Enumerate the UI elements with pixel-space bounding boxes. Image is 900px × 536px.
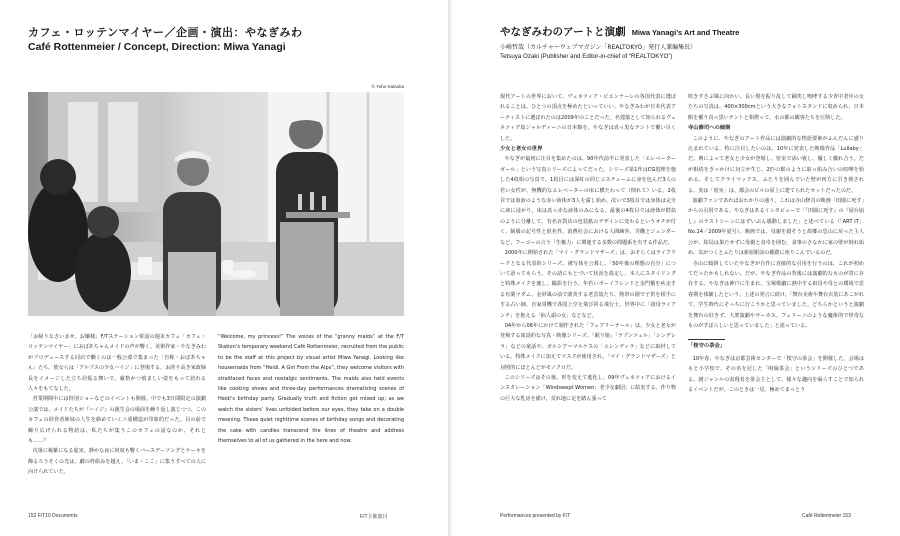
page-title-en: Café Rottenmeier / Concept, Direction: Miwa Yanagi: [28, 41, 286, 53]
essay-title-jp: やなぎみわのアートと演劇: [500, 26, 626, 38]
paragraph: 04年から06年にかけて制作された「フェアリーテール」は、少女と老女が登場する寓話的な写真・映像シリーズ。「眠り姫」「ラプンツェル」「シンデレラ」などの童話や、ガルシア＝マルケスの「エレンディラ」などに取材している。特殊メイクに加えてマスクが使用され、「マイ・グランドマザーズ」と対照的にほとんどがモノクロだ。: [500, 322, 676, 371]
essay-column-2: [688, 92, 864, 395]
paragraph: やなぎが最初に注目を集めたのは、90年代前半に発表した「エレベーターガール」という写真シリーズによってだった。シリーズ第1作はCG処理を施した4枚組の写真で、1枚目には深紅の同じコスチュームに身を包んだ3人の若い女性が、無機的なエレベーターの床に横たわって（倒れて）いる。2枚目では血液のような赤い液体が3人を濡し始め、次いで3枚目では身体は完全に液に浸かり、床は真っ赤な液体のみになる。最後の4枚目では液体が群島のように分離して、有名百貨店の包装紙のデザインに変わるというオチが付く。制服の記号性と匿名性、消費社会における人間疎外、労働とジェンダーなど、フーコーの言う「生権力」に関連する多数の問題系を有する作品だ。: [500, 156, 676, 246]
paragraph: 吹きすさぶ風に向かい、長い髪を振り乱して踊笑し咆哮する少青中老年の女たちの写真は、400×300cmという大きなフォトスタンドに収められ、日本館を覆う真っ黒いテントと相俟って、水の都の観客たちを圧倒した。: [688, 94, 864, 121]
folio-section: F/T主催演目: [360, 514, 388, 520]
section-heading: 寺山修司への傾倒: [688, 125, 731, 132]
paragraph: 演劇ファンであればおわかりの通り、これは寺山修司の映画「田園に死す」からの引用である。やなぎはあるインタビューで「『田園に死す』の『屋台崩し』のラストシーンにはずいぶん感動しました」と述べている（「ART iT」No.24／2009年夏号）。映画では、母親を殺そうと故郷の恐山に戻った主人公が、結局は果たせずに母親と食卓を囲む。食事のさなかに家の壁が倒れ始め、気がつくとふたりは新宿駅前の雑踏に座りこんでいるのだ。: [688, 198, 864, 257]
section-heading: 少女と老女の世界: [500, 146, 543, 153]
cafe-photo: [28, 92, 404, 316]
cafe-photo-illustration: [28, 92, 404, 316]
essay-column-1: [500, 92, 676, 404]
essay-title: [500, 24, 739, 39]
paragraph: 「お帰りなさいませ、お嬢様」F/Tステーション併設の週末カフェ「カフェ・ロッテンマイヤー」におばあちゃんメイドの声が響く。美術作家・やなぎみわがプロデュースする同店で働くのは一般公募で集まった「自称・おばあちゃん」たち。彼女らは「アルプスの少女ハイジ」に登場する、お誇り高き家政婦長をイメージした立ち居振る舞いで、厳格かつ慎ましい姿をもって訪れる人々をもてなした。: [28, 334, 206, 393]
section-heading: 「桜守の茶会」: [688, 339, 725, 351]
page-title-jp: カフェ・ロッテンマイヤー／企画・演出：やなぎみわ: [28, 26, 303, 39]
paragraph: 現代アートの世界において、ヴェネツィア・ビエンナーレの各国代表に選ばれることは、ひとつの頂点を極めたといっていい。やなぎみわが日本代表アーティストに選ばれたのは2009年のことだった。名建築として知られるヴェネツィア島ジャルディーニの日本館を、やなぎは真っ黒なテントで覆い尽くした。: [500, 94, 676, 142]
paragraph: 2000年に開始された「マイ・グランドマザーズ」は、おそらくはライフワークとなる代表的シリーズ。被写体を公募し、「50年後の理想の自分」について語ってもらう。その話にもとづいて状況を設定し、本人にスタイリングと特殊メイクを施し、撮影を行う。年若いボーイフレンドと金門橋を疾走する有閑マダム、金屏風の前で訓英する老芸妓たち、熱帯の園で子供を相手にする占い師、自家用機で各国上空を飛び回る飛行士、世界中に「叔母ライアンチ」を抱える「仙人頭の女」などなど。: [500, 250, 676, 319]
paragraph: このシリーズはその後、形を変えて進化し、09年ヴェネツィアにおけるインスタレーション「Windswept Women：老少女劇団」に結実する。作り物の巨大な乳房を備け、荒れ地に足を踏ん張って: [500, 374, 676, 402]
right-page: [452, 0, 900, 536]
body-text-jp: [28, 332, 206, 478]
folio-left: 152 F/T10 Documents: [28, 513, 78, 519]
author-jp: 小崎哲哉（カルチャーウェブマガジン「REALTOKYO」発行人兼編集長）: [500, 44, 697, 51]
paragraph: “Welcome, my princess!” The voices of the “granny maids” at the F/T Station’s temporary weekend Café Rottenmeier, recruited from the public to be the staff at this project by visual artist Miwa Yanagi. Looking like housemaids from “Heidi, A Girl From the Alps”, they welcome visitors with straitlaced faces and nostalgic sentiments. The maids also held events like cooking shows and three-day performances dramatizing scenes of Heidi’s birthday party. Gradually truth and fiction got mixed up; as we watch the sisters’ lives unfolded before our eyes, they take on a double meaning. These quiet nighttime scenes of birthday songs and decorating the cake with candles transcend the lines of theatre and address themselves to all of us gathered in the here and now.: [218, 334, 404, 445]
folio-series: Performances presented by F/T: [500, 513, 571, 519]
paragraph: 寺山に傾倒していたやなぎが自作に直接的な引用を行うのは、これが初めてだったかもしれない。だが、やなぎ作品の背後には演劇的なものが常に存在する。やなぎは神戸に生まれ、宝塚歌劇に熱中する祖母や母との環境で思春期を体験したという。上述の発言に続け、「舞台美術や舞台衣装にあこがれて、学生時代にそっちに行こうかと思っていました。どちらかというと演劇を舞台の好きず、大衆演劇やサーカス、フェリーニのような魔術的で怪奇なものがすばらしいと思っていました」と語っている。: [688, 260, 864, 329]
paragraph: 営業期間中には特別ショーなどのイベントも開催。中でも3日間限定の演劇公演では、メイドたちが『ハイジ』の誕生会の場面を繰り返し演じつつ、このカフェの経営者姉妹の人生を絡めていくニ重構造が印象的だった。目の前で繰り広げられる物語は、私たちが集うこのカフェの話なのか、それとも……？: [28, 396, 206, 445]
paragraph: 10年春、やなぎは京都芸術センターで「桜守の茶会」を開催した。会場はもと小学校で、その名を冠した「明倫茶会」というシリーズのひとつである。謎ジャンルの表現者を茶会主として、様々な趣向を凝らすことで知られるイベントだが、このときは一見、極めてまっとう: [688, 355, 864, 393]
author-en: Tetsuya Ozaki (Publisher and Editor-in-chief of “REALTOKYO”): [500, 53, 673, 60]
paragraph: 次第に複雑になる虚実。静かな夜に何度も響くバースデーソングとケーキを飾るろうそくの光は、劇の枠組みを越え、「いま・ここ」に集うすべての人に向けられていた。: [28, 448, 206, 476]
essay-title-en: Miwa Yanagi’s Art and Theatre: [631, 28, 740, 37]
left-page: [0, 0, 448, 536]
photo-credit: © Yoho Kataoka: [371, 84, 404, 89]
body-text-en: [218, 332, 404, 446]
paragraph: このように、やなぎのアート作品には演劇的な物語要素がふんだんに盛り込まれている。特に注目したいのは、10年に発表した映像作品「Lullaby」だ。例によって老女と少女が登場し、密室で添い寝し、優しく戯れ合う。だが相続をきっかけに対立が生じ、2匹の獣のように取っ組み合いの喧嘩を始める。そしてクライマックス。ふたりを囲んでいた壁が四方に引き倒される。実は「密室」は、都会のビルの屋上に建てられたセットだったのだ。: [688, 135, 864, 194]
folio-right: Café Rottenmeier 153: [802, 513, 851, 519]
